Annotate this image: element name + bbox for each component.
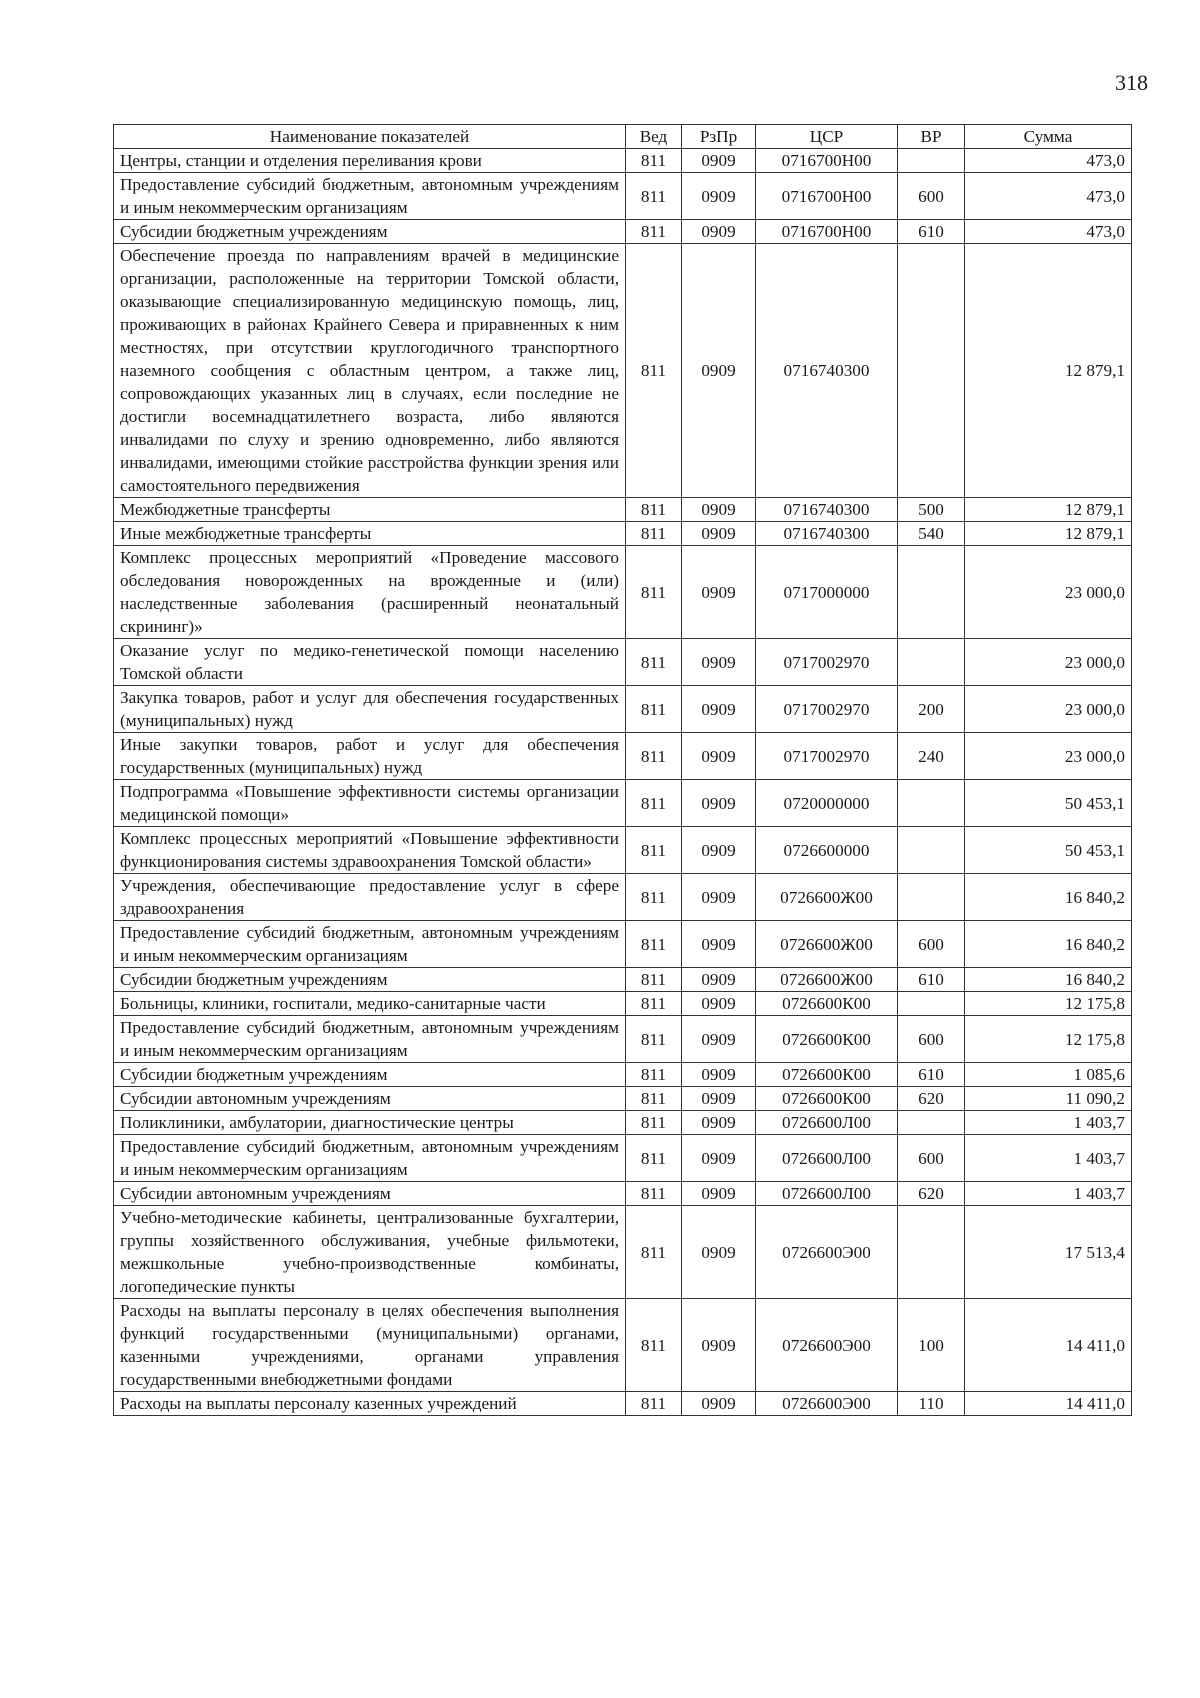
cell-csr: 0726600Ж00 (756, 874, 898, 921)
cell-sum: 1 085,6 (965, 1063, 1132, 1087)
table-row (114, 498, 1132, 522)
cell-name: Больницы, клиники, госпитали, медико-санитарные части (114, 992, 626, 1016)
cell-rzpr: 0909 (682, 546, 756, 639)
table-row (114, 639, 1132, 686)
cell-ved: 811 (626, 1087, 682, 1111)
cell-vr: 600 (898, 1016, 965, 1063)
cell-sum: 23 000,0 (965, 686, 1132, 733)
table-row (114, 827, 1132, 874)
cell-rzpr: 0909 (682, 874, 756, 921)
cell-csr: 0726600Э00 (756, 1206, 898, 1299)
cell-sum: 12 175,8 (965, 1016, 1132, 1063)
cell-rzpr: 0909 (682, 968, 756, 992)
table-row (114, 1182, 1132, 1206)
table-row (114, 1087, 1132, 1111)
cell-sum: 14 411,0 (965, 1299, 1132, 1392)
cell-csr: 0726600Л00 (756, 1182, 898, 1206)
cell-rzpr: 0909 (682, 244, 756, 498)
table-row (114, 1135, 1132, 1182)
cell-ved: 811 (626, 498, 682, 522)
table-row (114, 1016, 1132, 1063)
cell-csr: 0726600Э00 (756, 1392, 898, 1416)
cell-vr: 540 (898, 522, 965, 546)
table-row (114, 1063, 1132, 1087)
table-row (114, 220, 1132, 244)
cell-rzpr: 0909 (682, 1299, 756, 1392)
cell-sum: 473,0 (965, 173, 1132, 220)
cell-ved: 811 (626, 733, 682, 780)
table-row (114, 244, 1132, 498)
table-row (114, 1392, 1132, 1416)
page-number: 318 (1115, 70, 1148, 95)
cell-ved: 811 (626, 546, 682, 639)
header-csr: ЦСР (756, 125, 898, 149)
cell-name: Учебно-методические кабинеты, централизованные бухгалтерии, группы хозяйственного обслуживания, учебные фильмотеки, межшкольные учебно-производственные комбинаты, логопедические пункты (114, 1206, 626, 1299)
cell-name: Иные закупки товаров, работ и услуг для обеспечения государственных (муниципальных) нужд (114, 733, 626, 780)
cell-csr: 0726600К00 (756, 1087, 898, 1111)
cell-sum: 473,0 (965, 220, 1132, 244)
cell-ved: 811 (626, 639, 682, 686)
cell-rzpr: 0909 (682, 149, 756, 173)
cell-ved: 811 (626, 1206, 682, 1299)
cell-rzpr: 0909 (682, 639, 756, 686)
cell-csr: 0717002970 (756, 733, 898, 780)
header-sum: Сумма (965, 125, 1132, 149)
table-row (114, 733, 1132, 780)
cell-ved: 811 (626, 1111, 682, 1135)
cell-ved: 811 (626, 1063, 682, 1087)
cell-vr (898, 149, 965, 173)
cell-rzpr: 0909 (682, 1392, 756, 1416)
cell-vr: 200 (898, 686, 965, 733)
cell-sum: 12 879,1 (965, 498, 1132, 522)
cell-rzpr: 0909 (682, 220, 756, 244)
cell-vr (898, 874, 965, 921)
cell-name: Субсидии автономным учреждениям (114, 1087, 626, 1111)
cell-ved: 811 (626, 1182, 682, 1206)
cell-sum: 473,0 (965, 149, 1132, 173)
table-row (114, 992, 1132, 1016)
table-row (114, 686, 1132, 733)
cell-vr (898, 546, 965, 639)
cell-vr (898, 780, 965, 827)
cell-csr: 0716740300 (756, 498, 898, 522)
cell-sum: 12 879,1 (965, 244, 1132, 498)
cell-vr (898, 992, 965, 1016)
cell-name: Оказание услуг по медико-генетической помощи населению Томской области (114, 639, 626, 686)
cell-csr: 0726600К00 (756, 1016, 898, 1063)
table-row (114, 1111, 1132, 1135)
cell-vr (898, 1206, 965, 1299)
cell-vr: 600 (898, 921, 965, 968)
cell-ved: 811 (626, 220, 682, 244)
cell-csr: 0726600Ж00 (756, 921, 898, 968)
cell-vr: 610 (898, 220, 965, 244)
cell-csr: 0726600К00 (756, 1063, 898, 1087)
cell-rzpr: 0909 (682, 173, 756, 220)
cell-name: Комплекс процессных мероприятий «Повышение эффективности функционирования системы здравоохранения Томской области» (114, 827, 626, 874)
cell-vr: 600 (898, 173, 965, 220)
cell-ved: 811 (626, 874, 682, 921)
cell-csr: 0716740300 (756, 522, 898, 546)
cell-ved: 811 (626, 149, 682, 173)
cell-vr: 500 (898, 498, 965, 522)
table-row (114, 780, 1132, 827)
cell-vr: 600 (898, 1135, 965, 1182)
cell-rzpr: 0909 (682, 522, 756, 546)
cell-vr: 610 (898, 1063, 965, 1087)
cell-sum: 16 840,2 (965, 874, 1132, 921)
cell-name: Субсидии автономным учреждениям (114, 1182, 626, 1206)
cell-name: Иные межбюджетные трансферты (114, 522, 626, 546)
cell-ved: 811 (626, 1392, 682, 1416)
cell-name: Субсидии бюджетным учреждениям (114, 220, 626, 244)
cell-ved: 811 (626, 244, 682, 498)
cell-sum: 11 090,2 (965, 1087, 1132, 1111)
cell-ved: 811 (626, 1016, 682, 1063)
cell-sum: 50 453,1 (965, 780, 1132, 827)
cell-sum: 16 840,2 (965, 921, 1132, 968)
cell-name: Центры, станции и отделения переливания крови (114, 149, 626, 173)
cell-name: Предоставление субсидий бюджетным, автономным учреждениям и иным некоммерческим организациям (114, 1016, 626, 1063)
table-row (114, 522, 1132, 546)
header-rzpr: РзПр (682, 125, 756, 149)
cell-csr: 0716700Н00 (756, 173, 898, 220)
cell-rzpr: 0909 (682, 780, 756, 827)
cell-csr: 0720000000 (756, 780, 898, 827)
table-row (114, 173, 1132, 220)
cell-sum: 23 000,0 (965, 546, 1132, 639)
cell-vr: 110 (898, 1392, 965, 1416)
cell-sum: 1 403,7 (965, 1135, 1132, 1182)
cell-name: Закупка товаров, работ и услуг для обеспечения государственных (муниципальных) нужд (114, 686, 626, 733)
cell-vr: 610 (898, 968, 965, 992)
cell-name: Расходы на выплаты персоналу казенных учреждений (114, 1392, 626, 1416)
cell-rzpr: 0909 (682, 1111, 756, 1135)
cell-sum: 17 513,4 (965, 1206, 1132, 1299)
cell-name: Предоставление субсидий бюджетным, автономным учреждениям и иным некоммерческим организациям (114, 921, 626, 968)
cell-rzpr: 0909 (682, 1063, 756, 1087)
cell-ved: 811 (626, 173, 682, 220)
table-row (114, 149, 1132, 173)
cell-vr: 240 (898, 733, 965, 780)
cell-vr (898, 1111, 965, 1135)
cell-vr (898, 639, 965, 686)
header-name: Наименование показателей (114, 125, 626, 149)
cell-ved: 811 (626, 827, 682, 874)
cell-ved: 811 (626, 1135, 682, 1182)
cell-rzpr: 0909 (682, 1087, 756, 1111)
cell-name: Межбюджетные трансферты (114, 498, 626, 522)
cell-rzpr: 0909 (682, 498, 756, 522)
cell-name: Субсидии бюджетным учреждениям (114, 968, 626, 992)
cell-sum: 1 403,7 (965, 1182, 1132, 1206)
cell-csr: 0726600Л00 (756, 1135, 898, 1182)
cell-rzpr: 0909 (682, 733, 756, 780)
cell-ved: 811 (626, 686, 682, 733)
cell-rzpr: 0909 (682, 1182, 756, 1206)
cell-name: Обеспечение проезда по направлениям врачей в медицинские организации, расположенные на территории Томской области, оказывающие специализированную медицинскую помощь, лиц, проживающих в районах Крайнего Севера и приравненных к ним местностях, при отсутствии круглогодичного транспортного наземного сообщения с областным центром, а также лиц, сопровождающих указанных лиц в случаях, если последние не достигли восемнадцатилетнего возраста, либо являются инвалидами по слуху и зрению одновременно, либо являются инвалидами, имеющими стойкие расстройства функции зрения или самостоятельного передвижения (114, 244, 626, 498)
table-body (114, 149, 1132, 1416)
cell-rzpr: 0909 (682, 921, 756, 968)
cell-name: Предоставление субсидий бюджетным, автономным учреждениям и иным некоммерческим организациям (114, 1135, 626, 1182)
cell-sum: 12 879,1 (965, 522, 1132, 546)
cell-vr: 620 (898, 1182, 965, 1206)
cell-vr (898, 244, 965, 498)
table-row (114, 921, 1132, 968)
cell-name: Комплекс процессных мероприятий «Проведение массового обследования новорожденных на врожденные и (или) наследственные заболевания (расширенный неонатальный скрининг)» (114, 546, 626, 639)
cell-vr (898, 827, 965, 874)
table-row (114, 1299, 1132, 1392)
cell-ved: 811 (626, 780, 682, 827)
cell-csr: 0717002970 (756, 639, 898, 686)
cell-sum: 1 403,7 (965, 1111, 1132, 1135)
cell-csr: 0717000000 (756, 546, 898, 639)
header-ved: Вед (626, 125, 682, 149)
cell-csr: 0716700Н00 (756, 220, 898, 244)
cell-rzpr: 0909 (682, 1135, 756, 1182)
cell-name: Поликлиники, амбулатории, диагностические центры (114, 1111, 626, 1135)
table-row (114, 874, 1132, 921)
cell-rzpr: 0909 (682, 992, 756, 1016)
cell-sum: 50 453,1 (965, 827, 1132, 874)
cell-ved: 811 (626, 968, 682, 992)
cell-ved: 811 (626, 921, 682, 968)
cell-name: Субсидии бюджетным учреждениям (114, 1063, 626, 1087)
table-row (114, 1206, 1132, 1299)
cell-csr: 0726600Ж00 (756, 968, 898, 992)
cell-csr: 0726600Э00 (756, 1299, 898, 1392)
cell-rzpr: 0909 (682, 1016, 756, 1063)
cell-sum: 14 411,0 (965, 1392, 1132, 1416)
table-header-row (114, 125, 1132, 149)
cell-name: Предоставление субсидий бюджетным, автономным учреждениям и иным некоммерческим организациям (114, 173, 626, 220)
cell-name: Подпрограмма «Повышение эффективности системы организации медицинской помощи» (114, 780, 626, 827)
cell-csr: 0726600К00 (756, 992, 898, 1016)
cell-name: Учреждения, обеспечивающие предоставление услуг в сфере здравоохранения (114, 874, 626, 921)
budget-table (113, 124, 1132, 1416)
cell-rzpr: 0909 (682, 827, 756, 874)
cell-ved: 811 (626, 522, 682, 546)
cell-sum: 16 840,2 (965, 968, 1132, 992)
cell-csr: 0717002970 (756, 686, 898, 733)
cell-vr: 100 (898, 1299, 965, 1392)
cell-sum: 12 175,8 (965, 992, 1132, 1016)
cell-sum: 23 000,0 (965, 733, 1132, 780)
table-row (114, 968, 1132, 992)
cell-csr: 0726600000 (756, 827, 898, 874)
table-row (114, 546, 1132, 639)
cell-rzpr: 0909 (682, 686, 756, 733)
cell-name: Расходы на выплаты персоналу в целях обеспечения выполнения функций государственными (муниципальными) органами, казенными учреждениями, органами управления государственными внебюджетными фондами (114, 1299, 626, 1392)
cell-csr: 0726600Л00 (756, 1111, 898, 1135)
cell-csr: 0716700Н00 (756, 149, 898, 173)
cell-vr: 620 (898, 1087, 965, 1111)
cell-csr: 0716740300 (756, 244, 898, 498)
header-vr: ВР (898, 125, 965, 149)
cell-ved: 811 (626, 992, 682, 1016)
cell-ved: 811 (626, 1299, 682, 1392)
cell-rzpr: 0909 (682, 1206, 756, 1299)
cell-sum: 23 000,0 (965, 639, 1132, 686)
